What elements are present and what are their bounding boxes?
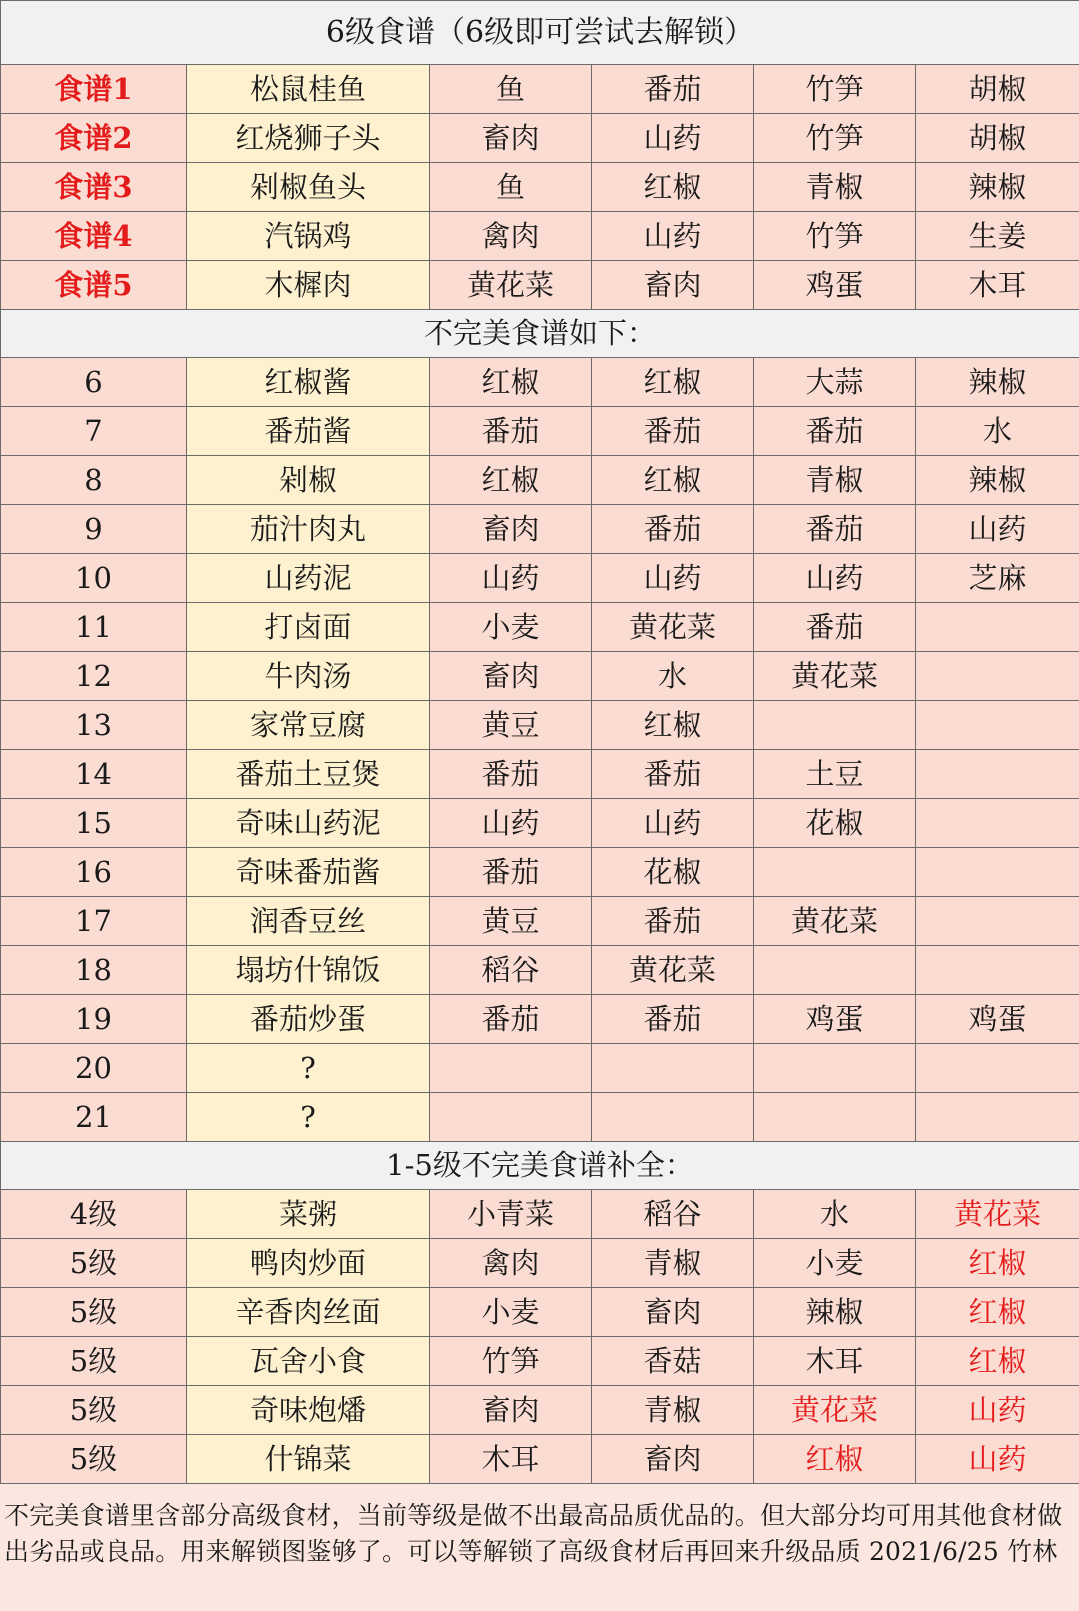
- ingredient-cell: 畜肉: [592, 1288, 754, 1337]
- ingredient-cell: 大蒜: [754, 358, 916, 407]
- ingredient-cell: 水: [754, 1190, 916, 1239]
- supplement-row: [1, 1190, 1079, 1239]
- recipe-number: 9: [1, 505, 187, 554]
- recipe-level: 4级: [1, 1190, 187, 1239]
- ingredient-cell: 辣椒: [754, 1288, 916, 1337]
- recipe-name: 瓦舍小食: [187, 1337, 430, 1386]
- ingredient-cell: 稻谷: [592, 1190, 754, 1239]
- ingredient-cell: 红椒: [430, 358, 592, 407]
- ingredient-cell: 木耳: [754, 1337, 916, 1386]
- ingredient-cell: 畜肉: [592, 261, 754, 310]
- ingredient-cell: 番茄: [430, 407, 592, 456]
- ingredient-cell: 红椒: [916, 1239, 1079, 1288]
- recipe-name: 打卤面: [187, 603, 430, 652]
- recipe-number: 15: [1, 799, 187, 848]
- ingredient-cell: [916, 603, 1079, 652]
- recipe-name: 剁椒鱼头: [187, 163, 430, 212]
- supplement-row: [1, 1337, 1079, 1386]
- ingredient-cell: 黄花菜: [916, 1190, 1079, 1239]
- ingredient-cell: [430, 1044, 592, 1093]
- ingredient-cell: 青椒: [754, 163, 916, 212]
- recipe-name: 木樨肉: [187, 261, 430, 310]
- ingredient-cell: 黄花菜: [754, 652, 916, 701]
- ingredient-cell: 红椒: [916, 1337, 1079, 1386]
- section-header-row: [1, 1142, 1079, 1190]
- ingredient-cell: 鸡蛋: [754, 261, 916, 310]
- supplement-header: 1-5级不完美食谱补全：: [1, 1142, 1079, 1190]
- recipe-label: 食谱5: [1, 261, 187, 310]
- imperfect-header: 不完美食谱如下：: [1, 310, 1079, 358]
- recipe-number: 8: [1, 456, 187, 505]
- recipe-name: 家常豆腐: [187, 701, 430, 750]
- recipe-number: 21: [1, 1093, 187, 1142]
- ingredient-cell: 小青菜: [430, 1190, 592, 1239]
- ingredient-cell: 木耳: [430, 1435, 592, 1484]
- ingredient-cell: 黄豆: [430, 701, 592, 750]
- ingredient-cell: [916, 701, 1079, 750]
- ingredient-cell: 山药: [430, 554, 592, 603]
- imperfect-row: [1, 799, 1079, 848]
- ingredient-cell: 番茄: [592, 750, 754, 799]
- ingredient-cell: 禽肉: [430, 212, 592, 261]
- imperfect-row: [1, 701, 1079, 750]
- ingredient-cell: 红椒: [916, 1288, 1079, 1337]
- ingredient-cell: 水: [916, 407, 1079, 456]
- ingredient-cell: 番茄: [754, 505, 916, 554]
- recipe-number: 18: [1, 946, 187, 995]
- ingredient-cell: [754, 1044, 916, 1093]
- imperfect-row: [1, 1044, 1079, 1093]
- ingredient-cell: [916, 799, 1079, 848]
- recipe-label: 食谱1: [1, 65, 187, 114]
- recipe-name: 什锦菜: [187, 1435, 430, 1484]
- ingredient-cell: 竹笋: [754, 114, 916, 163]
- supplement-row: [1, 1288, 1079, 1337]
- ingredient-cell: 红椒: [430, 456, 592, 505]
- ingredient-cell: 红椒: [754, 1435, 916, 1484]
- ingredient-cell: [916, 897, 1079, 946]
- ingredient-cell: 青椒: [592, 1386, 754, 1435]
- imperfect-row: [1, 848, 1079, 897]
- recipe-number: 11: [1, 603, 187, 652]
- recipe-name: 剁椒: [187, 456, 430, 505]
- imperfect-row: [1, 358, 1079, 407]
- supplement-row: [1, 1386, 1079, 1435]
- recipe-name: 松鼠桂鱼: [187, 65, 430, 114]
- ingredient-cell: 红椒: [592, 701, 754, 750]
- ingredient-cell: 黄豆: [430, 897, 592, 946]
- ingredient-cell: 黄花菜: [430, 261, 592, 310]
- footnote: 不完美食谱里含部分高级食材，当前等级是做不出最高品质优品的。但大部分均可用其他食材做出劣品或良品。用来解锁图鉴够了。可以等解锁了高级食材后再回来升级品质 2021/6/25 竹林: [0, 1484, 1079, 1570]
- ingredient-cell: 山药: [430, 799, 592, 848]
- ingredient-cell: 胡椒: [916, 114, 1079, 163]
- ingredient-cell: 小麦: [754, 1239, 916, 1288]
- ingredient-cell: 番茄: [592, 995, 754, 1044]
- recipe-name: 鸭肉炒面: [187, 1239, 430, 1288]
- recipe-name: 菜粥: [187, 1190, 430, 1239]
- imperfect-row: [1, 995, 1079, 1044]
- recipe-name: 润香豆丝: [187, 897, 430, 946]
- recipe-level: 5级: [1, 1239, 187, 1288]
- ingredient-cell: 青椒: [754, 456, 916, 505]
- ingredient-cell: 青椒: [592, 1239, 754, 1288]
- imperfect-row: [1, 456, 1079, 505]
- ingredient-cell: [916, 750, 1079, 799]
- recipe-row: [1, 163, 1079, 212]
- imperfect-row: [1, 750, 1079, 799]
- ingredient-cell: 番茄: [430, 750, 592, 799]
- ingredient-cell: 山药: [754, 554, 916, 603]
- recipe-level: 5级: [1, 1386, 187, 1435]
- ingredient-cell: 红椒: [592, 358, 754, 407]
- ingredient-cell: 辣椒: [916, 456, 1079, 505]
- imperfect-row: [1, 946, 1079, 995]
- ingredient-cell: 竹笋: [430, 1337, 592, 1386]
- ingredient-cell: 番茄: [592, 505, 754, 554]
- ingredient-cell: 黄花菜: [754, 1386, 916, 1435]
- table-title: 6级食谱（6级即可尝试去解锁）: [1, 1, 1079, 65]
- ingredient-cell: 畜肉: [592, 1435, 754, 1484]
- ingredient-cell: 番茄: [592, 407, 754, 456]
- recipe-name: 红椒酱: [187, 358, 430, 407]
- recipe-number: 19: [1, 995, 187, 1044]
- ingredient-cell: 辣椒: [916, 358, 1079, 407]
- ingredient-cell: 红椒: [592, 456, 754, 505]
- ingredient-cell: [916, 1044, 1079, 1093]
- recipe-table-body: [1, 1, 1079, 1484]
- imperfect-row: [1, 1093, 1079, 1142]
- recipe-name: 奇味山药泥: [187, 799, 430, 848]
- imperfect-row: [1, 554, 1079, 603]
- supplement-row: [1, 1435, 1079, 1484]
- ingredient-cell: 畜肉: [430, 652, 592, 701]
- ingredient-cell: 山药: [592, 212, 754, 261]
- ingredient-cell: [592, 1044, 754, 1093]
- ingredient-cell: [430, 1093, 592, 1142]
- recipe-label: 食谱4: [1, 212, 187, 261]
- supplement-row: [1, 1239, 1079, 1288]
- table-title-row: [1, 1, 1079, 65]
- recipe-name: 茄汁肉丸: [187, 505, 430, 554]
- ingredient-cell: [754, 848, 916, 897]
- imperfect-row: [1, 652, 1079, 701]
- ingredient-cell: 畜肉: [430, 505, 592, 554]
- recipe-row: [1, 261, 1079, 310]
- ingredient-cell: 禽肉: [430, 1239, 592, 1288]
- recipe-name: 山药泥: [187, 554, 430, 603]
- imperfect-row: [1, 603, 1079, 652]
- ingredient-cell: 芝麻: [916, 554, 1079, 603]
- recipe-number: 7: [1, 407, 187, 456]
- recipe-number: 17: [1, 897, 187, 946]
- ingredient-cell: 鱼: [430, 65, 592, 114]
- ingredient-cell: 黄花菜: [592, 946, 754, 995]
- ingredient-cell: [754, 946, 916, 995]
- recipe-number: 20: [1, 1044, 187, 1093]
- ingredient-cell: 辣椒: [916, 163, 1079, 212]
- ingredient-cell: [916, 946, 1079, 995]
- section-header-row: [1, 310, 1079, 358]
- ingredient-cell: 香菇: [592, 1337, 754, 1386]
- imperfect-row: [1, 897, 1079, 946]
- ingredient-cell: 番茄: [430, 848, 592, 897]
- recipe-number: 12: [1, 652, 187, 701]
- ingredient-cell: 鸡蛋: [754, 995, 916, 1044]
- ingredient-cell: 山药: [916, 1386, 1079, 1435]
- recipe-row: [1, 212, 1079, 261]
- recipe-number: 10: [1, 554, 187, 603]
- ingredient-cell: 番茄: [592, 65, 754, 114]
- recipe-number: 13: [1, 701, 187, 750]
- recipe-name: ?: [187, 1044, 430, 1093]
- imperfect-row: [1, 505, 1079, 554]
- recipe-name: 牛肉汤: [187, 652, 430, 701]
- imperfect-row: [1, 407, 1079, 456]
- recipe-row: [1, 114, 1079, 163]
- ingredient-cell: 鱼: [430, 163, 592, 212]
- recipe-level: 5级: [1, 1288, 187, 1337]
- ingredient-cell: 稻谷: [430, 946, 592, 995]
- ingredient-cell: 小麦: [430, 603, 592, 652]
- ingredient-cell: 生姜: [916, 212, 1079, 261]
- ingredient-cell: 红椒: [592, 163, 754, 212]
- ingredient-cell: 番茄: [754, 603, 916, 652]
- recipe-number: 16: [1, 848, 187, 897]
- ingredient-cell: 山药: [916, 1435, 1079, 1484]
- ingredient-cell: 山药: [592, 799, 754, 848]
- recipe-name: ?: [187, 1093, 430, 1142]
- recipe-name: 番茄酱: [187, 407, 430, 456]
- recipe-number: 6: [1, 358, 187, 407]
- ingredient-cell: [916, 848, 1079, 897]
- recipe-label: 食谱2: [1, 114, 187, 163]
- recipe-row: [1, 65, 1079, 114]
- ingredient-cell: 山药: [592, 554, 754, 603]
- recipe-label: 食谱3: [1, 163, 187, 212]
- recipe-number: 14: [1, 750, 187, 799]
- ingredient-cell: 水: [592, 652, 754, 701]
- recipe-name: 奇味番茄酱: [187, 848, 430, 897]
- ingredient-cell: [754, 701, 916, 750]
- ingredient-cell: 畜肉: [430, 1386, 592, 1435]
- recipe-name: 番茄炒蛋: [187, 995, 430, 1044]
- recipe-name: 番茄土豆煲: [187, 750, 430, 799]
- recipe-level: 5级: [1, 1435, 187, 1484]
- ingredient-cell: 花椒: [754, 799, 916, 848]
- ingredient-cell: 山药: [592, 114, 754, 163]
- ingredient-cell: 小麦: [430, 1288, 592, 1337]
- ingredient-cell: [916, 1093, 1079, 1142]
- ingredient-cell: 番茄: [592, 897, 754, 946]
- recipe-name: 塌坊什锦饭: [187, 946, 430, 995]
- recipe-name: 汽锅鸡: [187, 212, 430, 261]
- ingredient-cell: 花椒: [592, 848, 754, 897]
- ingredient-cell: [754, 1093, 916, 1142]
- ingredient-cell: 番茄: [430, 995, 592, 1044]
- ingredient-cell: 黄花菜: [592, 603, 754, 652]
- recipe-level: 5级: [1, 1337, 187, 1386]
- ingredient-cell: 竹笋: [754, 212, 916, 261]
- ingredient-cell: 黄花菜: [754, 897, 916, 946]
- ingredient-cell: [592, 1093, 754, 1142]
- ingredient-cell: 鸡蛋: [916, 995, 1079, 1044]
- ingredient-cell: 竹笋: [754, 65, 916, 114]
- ingredient-cell: 番茄: [754, 407, 916, 456]
- recipe-name: 红烧狮子头: [187, 114, 430, 163]
- ingredient-cell: 土豆: [754, 750, 916, 799]
- ingredient-cell: 畜肉: [430, 114, 592, 163]
- ingredient-cell: 山药: [916, 505, 1079, 554]
- recipe-name: 辛香肉丝面: [187, 1288, 430, 1337]
- ingredient-cell: 木耳: [916, 261, 1079, 310]
- ingredient-cell: [916, 652, 1079, 701]
- recipe-name: 奇味炮燔: [187, 1386, 430, 1435]
- ingredient-cell: 胡椒: [916, 65, 1079, 114]
